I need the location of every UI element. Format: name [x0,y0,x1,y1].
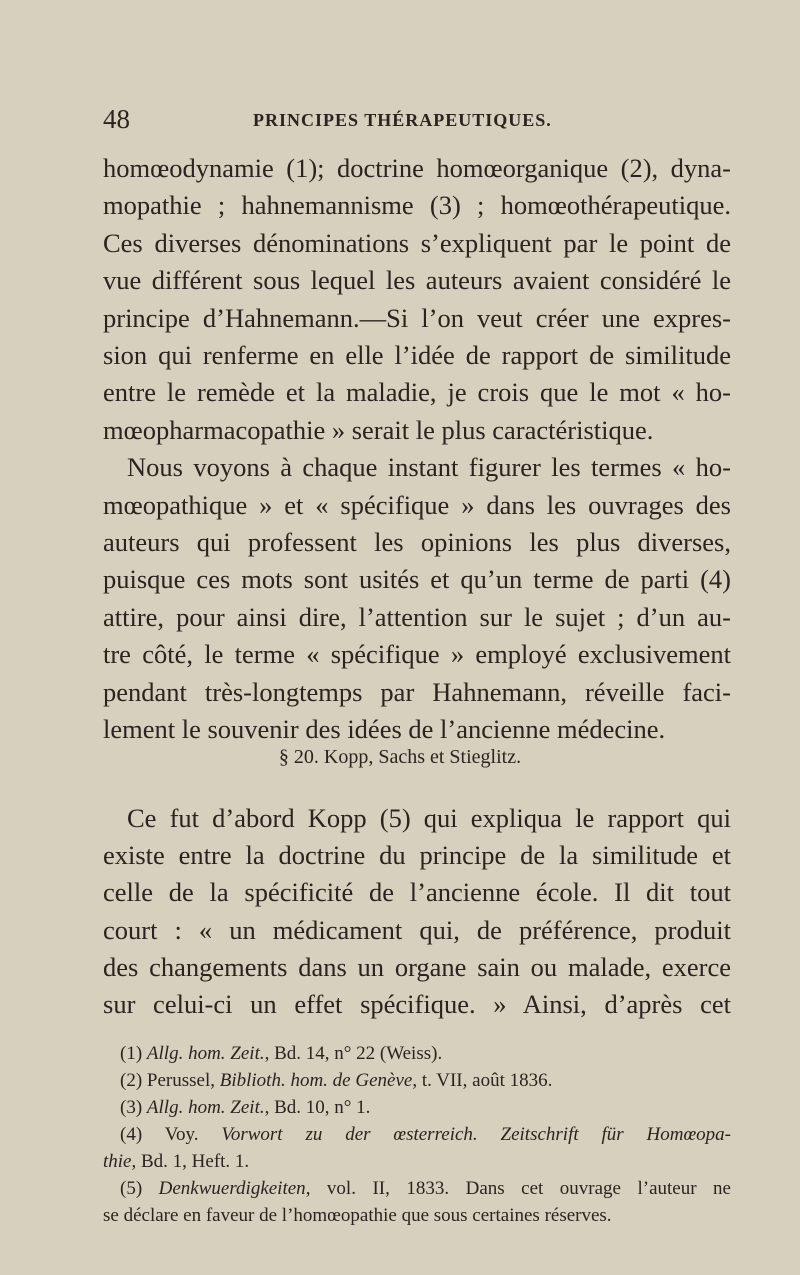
footnote-title: Allg. hom. Zeit. [146,1097,265,1118]
footnote-title: Vorwort zu der œsterreich. Zeitschrift für Homœopa- [221,1124,731,1145]
text-line: pendant très-longtemps par Hahnemann, réveille faci- [103,676,731,707]
footnote-text: , Bd. 14, n° 22 (Weiss). [264,1043,443,1064]
text-line: entre le remède et la maladie, je crois que le mot « ho- [103,377,731,408]
footnote-title: Denkwuerdigkeiten [158,1178,306,1199]
text-line: mœopharmacopathie » serait le plus caractéristique. [103,414,654,445]
text-line: puisque ces mots sont usités et qu’un terme de parti (4) [103,564,731,595]
text-line: lement le souvenir des idées de l’ancienne médecine. [103,714,666,745]
footnote-text: , Bd. 10, n° 1. [264,1097,371,1118]
text-line: sur celui-ci un effet spécifique. » Ainsi, d’après cet [103,989,731,1020]
text-line: sion qui renferme en elle l’idée de rapport de similitude [103,340,731,371]
footnote-text: , Bd. 1, Heft. 1. [131,1151,250,1172]
footnotes [103,1040,731,1229]
footnote-title: thie [103,1151,132,1172]
footnote-5-continued: se déclare en faveur de l’homœopathie que sous certaines réserves. [103,1205,612,1226]
footnote-title: Allg. hom. Zeit. [146,1043,265,1064]
footnote-title: Biblioth. hom. de Genève [219,1070,413,1091]
footnote-number: (4) [120,1124,143,1145]
section-heading: § 20. Kopp, Sachs et Stieglitz. [278,746,522,768]
text-line: Ces diverses dénominations s’expliquent par le point de [103,227,731,258]
text-line: court : « un médicament qui, de préférence, produit [103,914,731,945]
footnote-1 [103,1040,731,1067]
text-line: mœopathique » et « spécifique » dans les ouvrages des [103,489,731,520]
text-line: celle de la spécificité de l’ancienne école. Il dit tout [103,877,731,908]
text-line: auteurs qui professent les opinions les plus diverses, [103,527,731,558]
footnote-4 [103,1121,731,1148]
footnote-text: , vol. II, 1833. Dans cet ouvrage l’auteur ne [305,1178,731,1199]
footnote-number: (3) [120,1097,143,1118]
footnote-5 [103,1175,731,1202]
footnote-number: (5) [120,1178,143,1199]
footnote-number: (2) [120,1070,143,1091]
text-line: mopathie ; hahnemannisme (3) ; homœothérapeutique. [103,190,731,221]
footnote-4-continued [103,1148,731,1175]
running-title: PRINCIPES THÉRAPEUTIQUES. [253,110,552,130]
text-line: principe d’Hahnemann.—Si l’on veut créer une expres- [103,302,731,333]
footnote-text: Voy. [164,1124,222,1145]
section-text [103,800,731,1023]
footnote-3 [103,1094,731,1121]
text-line: attire, pour ainsi dire, l’attention sur le sujet ; d’un au- [103,601,731,632]
footnote-text: , t. VII, août 1836. [412,1070,553,1091]
footnote-number: (1) [120,1043,143,1064]
page-header [103,104,743,138]
text-line: existe entre la doctrine du principe de la similitude et [103,840,731,871]
text-line: des changements dans un organe sain ou malade, exerce [103,951,731,982]
text-line: vue différent sous lequel les auteurs avaient considéré le [103,265,731,296]
text-line: homœodynamie (1); doctrine homœorganique (2), dyna- [103,153,731,183]
text-line: Nous voyons à chaque instant figurer les termes « ho- [127,452,731,483]
footnote-text: Perussel, [146,1070,220,1091]
main-text [103,150,731,749]
text-line: tre côté, le terme « spécifique » employé exclusivement [103,639,731,670]
text-line: Ce fut d’abord Kopp (5) qui expliqua le rapport qui [127,803,731,833]
page-number: 48 [103,104,130,134]
footnote-2 [103,1067,731,1094]
